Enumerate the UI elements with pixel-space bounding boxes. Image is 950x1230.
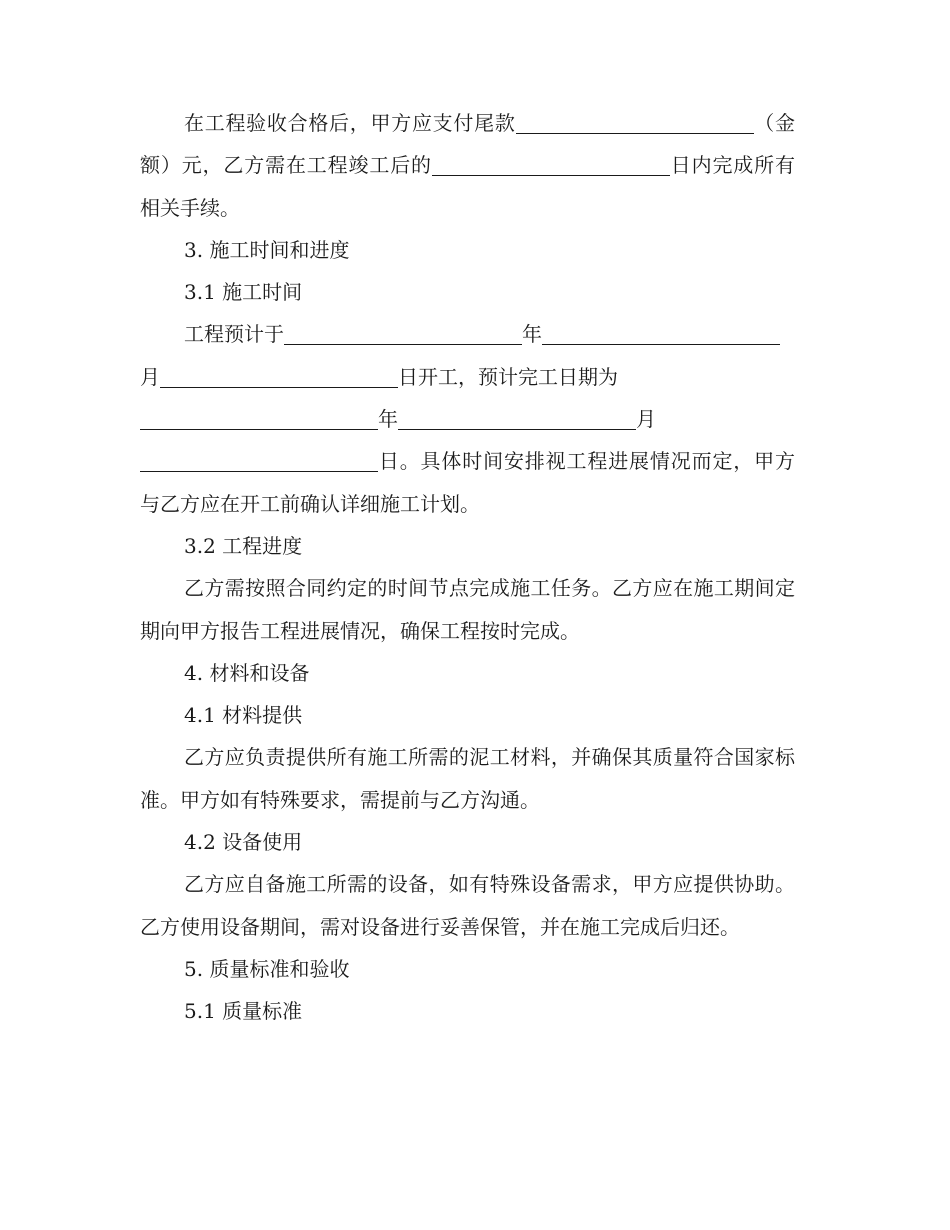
amount-blank	[516, 111, 754, 134]
section-heading-5: 5. 质量标准和验收	[184, 956, 350, 981]
end-year-blank	[140, 407, 378, 430]
schedule-text: 工程预计于	[184, 322, 284, 347]
section-heading-3: 3. 施工时间和进度	[184, 237, 350, 262]
progress-paragraph: 乙方需按照合同约定的时间节点完成施工任务。乙方应在施工期间定期向甲方报告工程进展情况，确保工程按时完成。	[140, 576, 795, 643]
section-heading-3-1: 3.1 施工时间	[184, 280, 303, 305]
end-day-blank	[140, 449, 378, 472]
final-payment-paragraph	[140, 102, 795, 229]
final-payment-text-3: 日内完成所有相关手续。	[140, 153, 796, 220]
start-month-blank	[542, 322, 780, 345]
days-blank	[432, 153, 670, 176]
month-label-2: 月	[636, 407, 656, 432]
schedule-text-3: 日。具体时间安排视工程进展情况而定，甲方与乙方应在开工前确认详细施工计划。	[140, 449, 795, 516]
year-label: 年	[522, 322, 542, 347]
schedule-line-2	[140, 356, 795, 398]
final-payment-text-2: （金额）元，乙方需在工程竣工后的	[140, 111, 796, 178]
section-heading-4-2: 4.2 设备使用	[184, 830, 303, 855]
schedule-text-2: 日开工，预计完工日期为	[398, 364, 618, 389]
schedule-line-1	[140, 313, 795, 355]
schedule-line-3	[140, 398, 795, 440]
section-heading-5-1: 5.1 质量标准	[184, 999, 303, 1024]
section-heading-3-2: 3.2 工程进度	[184, 533, 303, 558]
end-month-blank	[398, 407, 636, 430]
document-body	[140, 102, 795, 1033]
equipment-paragraph: 乙方应自备施工所需的设备，如有特殊设备需求，甲方应提供协助。乙方使用设备期间，需对设备进行妥善保管，并在施工完成后归还。	[140, 872, 795, 939]
section-heading-4-1: 4.1 材料提供	[184, 703, 303, 728]
start-day-blank	[160, 365, 398, 388]
start-year-blank	[284, 322, 522, 345]
materials-paragraph: 乙方应负责提供所有施工所需的泥工材料，并确保其质量符合国家标准。甲方如有特殊要求，需提前与乙方沟通。	[140, 745, 795, 812]
schedule-line-4	[140, 440, 795, 525]
year-label-2: 年	[378, 407, 398, 432]
month-label: 月	[140, 364, 160, 389]
section-heading-4: 4. 材料和设备	[184, 660, 310, 685]
final-payment-text: 在工程验收合格后，甲方应支付尾款	[184, 111, 516, 135]
